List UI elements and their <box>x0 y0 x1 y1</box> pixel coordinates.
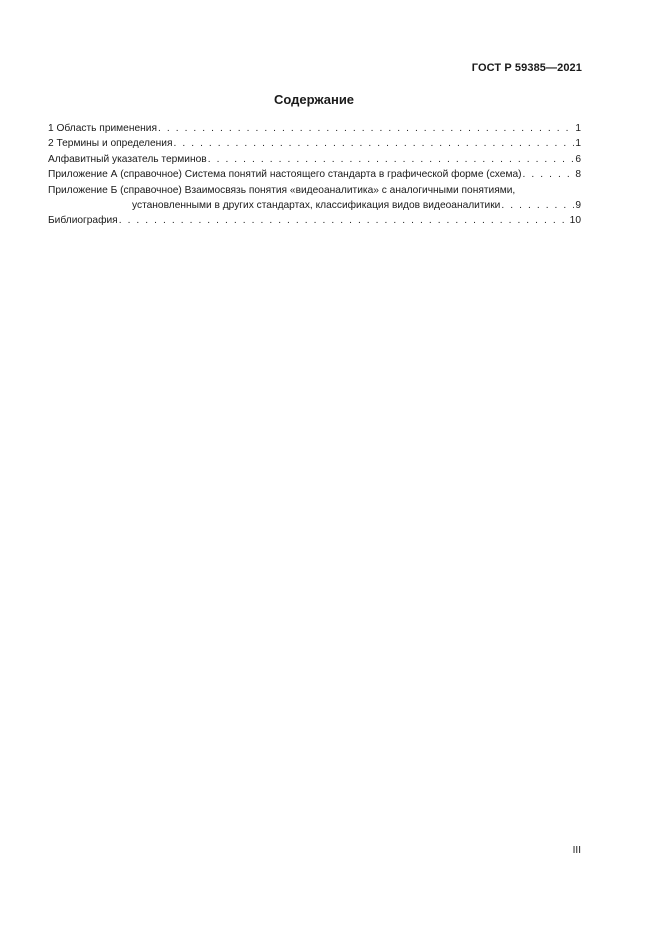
standard-code: ГОСТ Р 59385—2021 <box>471 62 582 74</box>
toc-entry-scope[interactable] <box>48 121 581 136</box>
toc-entry-label: 1 Область применения <box>48 123 157 134</box>
toc-entry-page: 6 <box>575 153 581 165</box>
toc-title: Содержание <box>273 92 355 107</box>
toc-entry-appendix-a[interactable] <box>48 167 581 182</box>
toc-entry-appendix-b-continuation[interactable] <box>48 198 581 213</box>
toc-entry-page: 10 <box>569 215 581 227</box>
toc-entry-label: Библиография <box>48 215 118 227</box>
toc-leader-dots <box>173 136 574 151</box>
toc-leader-dots <box>158 121 574 136</box>
toc-entry-bibliography[interactable] <box>48 213 581 228</box>
table-of-contents <box>48 121 581 229</box>
toc-leader-dots <box>119 213 569 228</box>
toc-leader-dots <box>523 167 575 182</box>
toc-entry-terms[interactable] <box>48 136 581 151</box>
toc-entry-page: 8 <box>575 169 581 181</box>
toc-entry-page: 1 <box>575 138 581 150</box>
toc-entry-appendix-b[interactable] <box>48 183 581 198</box>
toc-entry-label: 2 Термины и определения <box>48 138 173 150</box>
toc-entry-label-continuation: установленными в других стандартах, классификация видов видеоаналитики <box>132 200 501 212</box>
toc-entry-index[interactable] <box>48 152 581 167</box>
toc-entry-label: Алфавитный указатель терминов <box>48 153 207 165</box>
page-number: III <box>572 845 581 856</box>
toc-entry-label: Приложение А (справочное) Система понятий настоящего стандарта в графической форме (схема) <box>48 169 522 181</box>
toc-entry-page: 9 <box>575 200 581 212</box>
toc-entry-page: 1 <box>575 123 581 134</box>
toc-leader-dots <box>501 198 574 213</box>
toc-entry-label: Приложение Б (справочное) Взаимосвязь понятия «видеоаналитика» с аналогичными понятиями, <box>48 184 516 196</box>
toc-leader-dots <box>208 152 575 167</box>
